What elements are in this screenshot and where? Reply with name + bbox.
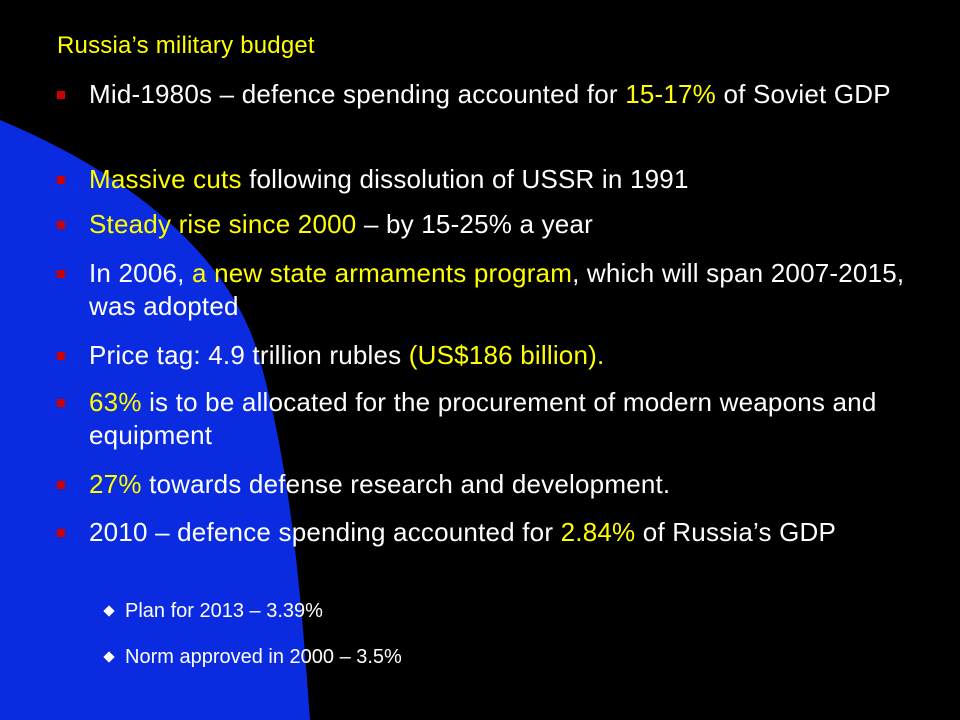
bullet-text-part: of Soviet GDP [716,79,891,109]
bullet-item [89,468,929,501]
bullet-text-part: following dissolution of USSR in 1991 [241,164,689,194]
bullet-highlight: 2.84% [560,517,636,547]
bullet-highlight: a new state armaments program [192,258,573,288]
diamond-bullet-icon [103,605,114,616]
bullet-item [89,208,929,241]
bullet-text-part: of Russia’s GDP [635,517,837,547]
diamond-bullet-icon [103,651,114,662]
bullet-text-part: is to be allocated for the procurement of modern weapons and equipment [89,387,877,450]
square-bullet-icon [57,481,65,489]
bullet-highlight: (US$186 billion). [408,340,605,370]
square-bullet-icon [57,352,65,360]
square-bullet-icon [57,270,65,278]
sub-bullet-text: Norm approved in 2000 – 3.5% [125,646,402,668]
square-bullet-icon [57,91,65,99]
bullet-highlight: 63% [89,387,142,417]
bullet-item [89,386,929,452]
square-bullet-icon [57,399,65,407]
sub-bullet-item [125,644,925,670]
bullet-item [89,163,929,196]
bullet-item [89,78,929,111]
bullet-item [89,339,929,372]
bullet-highlight: Steady rise since 2000 [89,209,357,239]
sub-bullet-text: Plan for 2013 – 3.39% [125,600,323,622]
bullet-text-part: In 2006, [89,258,192,288]
square-bullet-icon [57,221,65,229]
bullet-text-part: Mid-1980s – defence spending accounted for [89,79,626,109]
bullet-item [89,516,929,549]
bullet-highlight: 15-17% [625,79,717,109]
bullet-text-part: , which will span 2007-2015, was adopted [89,258,905,321]
bullet-text-part: – by 15-25% a year [356,209,593,239]
slide-title: Russia’s military budget [57,32,315,59]
bullet-text-part: Price tag: 4.9 trillion rubles [89,340,409,370]
square-bullet-icon [57,529,65,537]
bullet-highlight: Massive cuts [89,164,242,194]
bullet-highlight: 27% [89,469,142,499]
square-bullet-icon [57,176,65,184]
bullet-text-part: towards defense research and development. [141,469,671,499]
bullet-item [89,257,929,323]
sub-bullet-item [125,598,925,624]
bullet-text-part: 2010 – defence spending accounted for [89,517,561,547]
